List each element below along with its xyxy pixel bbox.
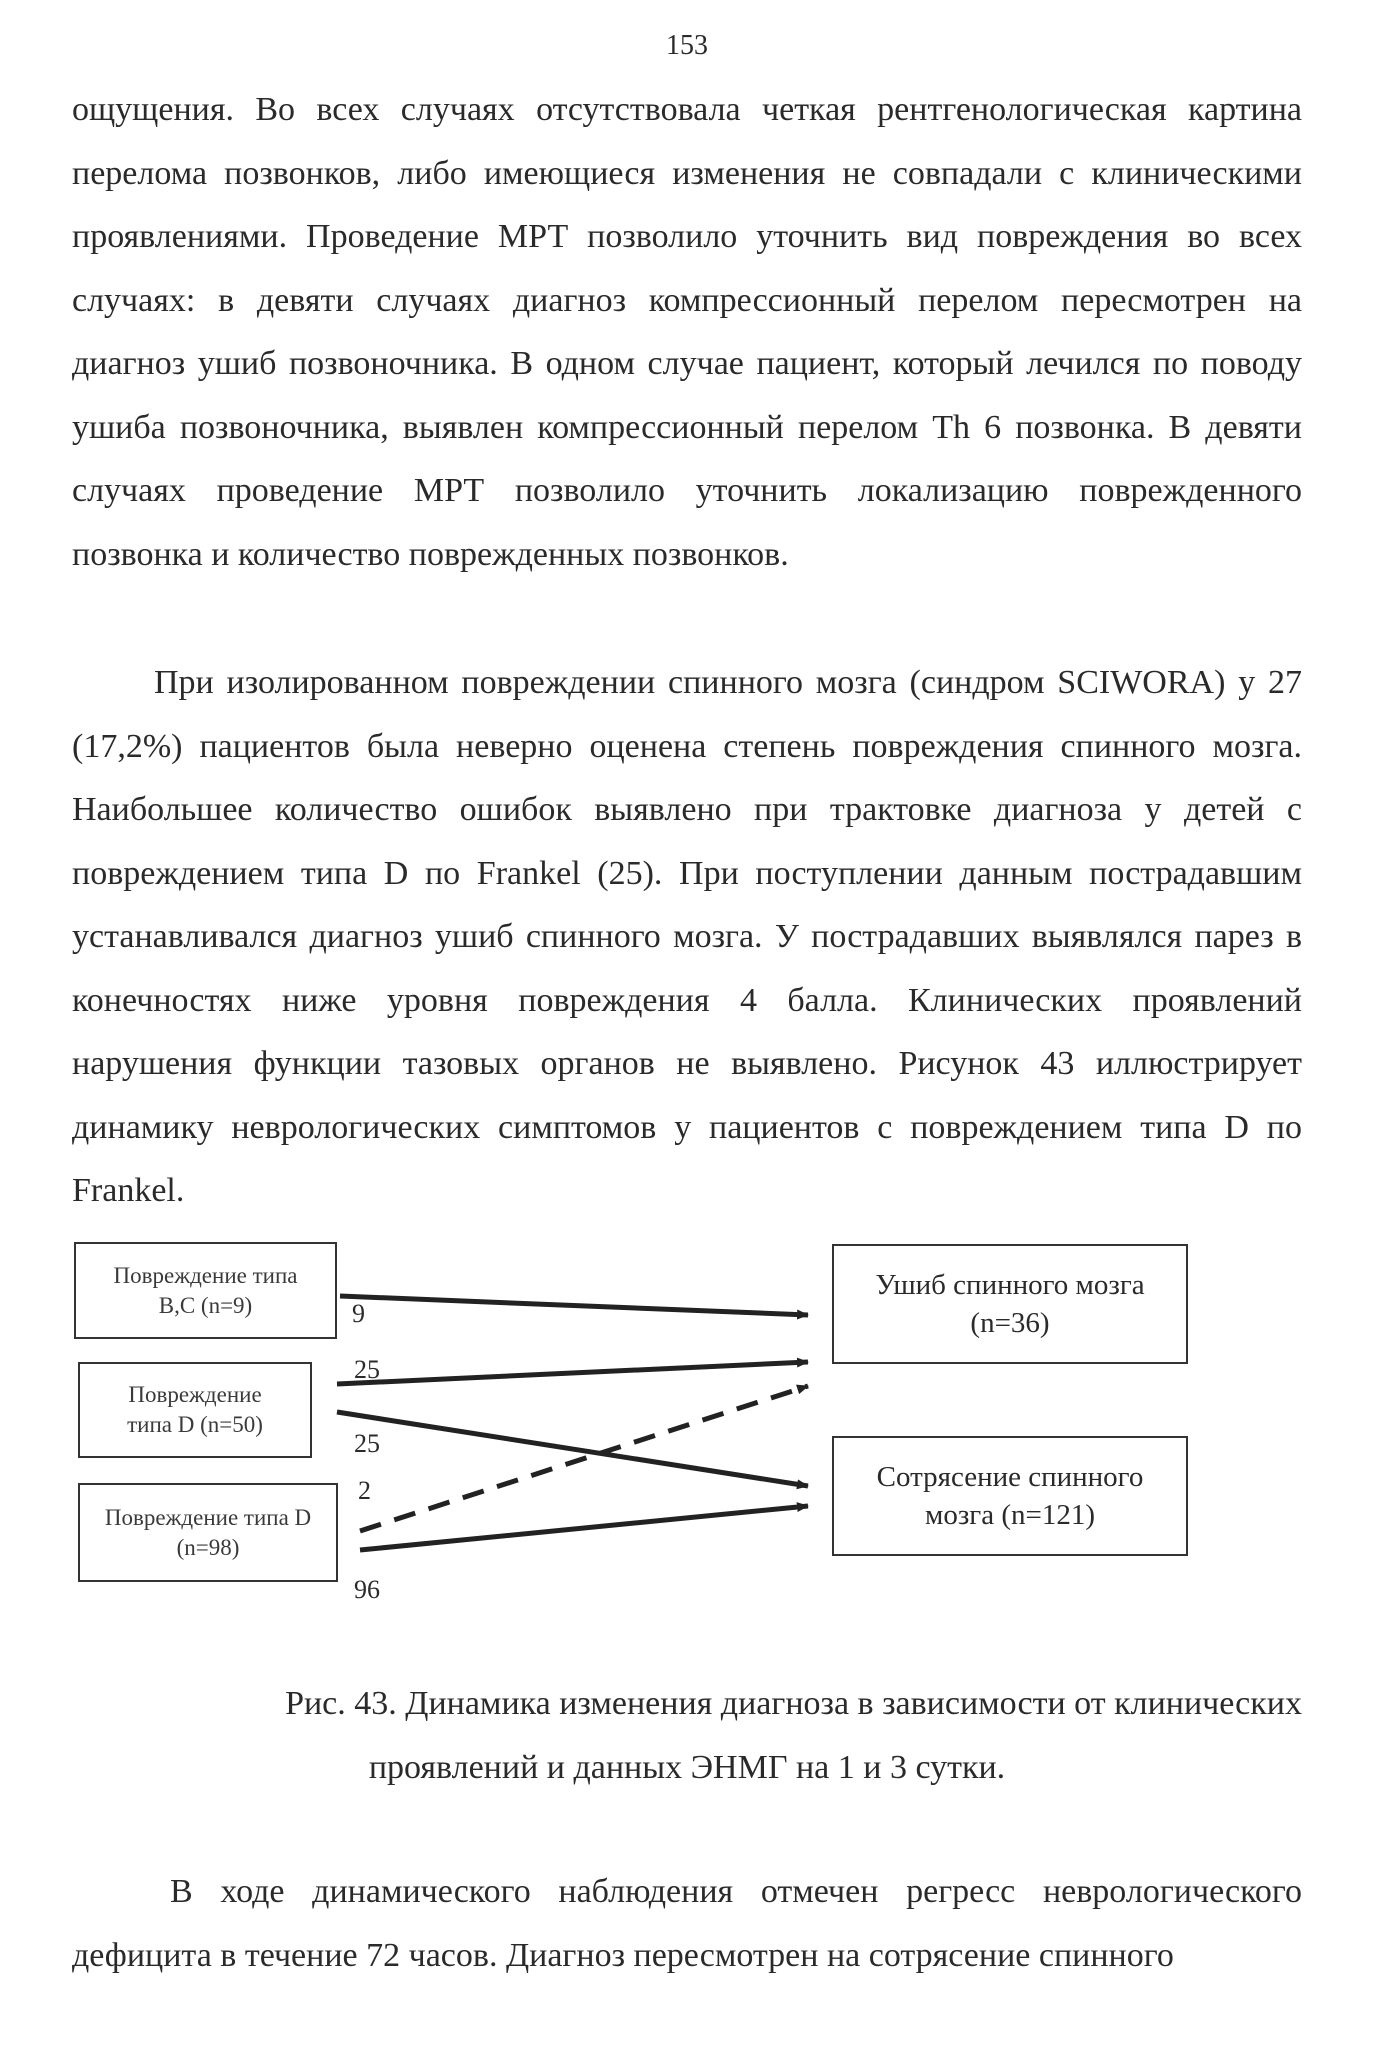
source-box-type-d-98 — [78, 1483, 338, 1582]
paragraph-3: В ходе динамического наблюдения отмечен регресс неврологического дефицита в течение 72 часов. Диагноз пересмотрен на сотрясение спинного — [72, 1873, 1302, 1974]
paragraph-2: При изолированном повреждении спинного мозга (синдром SCIWORA) у 27 (17,2%) пациентов была неверно оценена степень повреждения спинного мозга. Наибольшее количество ошибок выявлено при трактовке диагноза у детей с повреждением типа D по Frankel (25). При поступлении данным пострадавшим устанавливался диагноз ушиб спинного мозга. У пострадавших выявлялся парез в конечностях ниже уровня повреждения 4 балла. Клинических проявлений нарушения функции тазовых органов не выявлено. Рисунок 43 иллюстрирует динамику неврологических симптомов у пациентов с повреждением типа D по Frankel. — [72, 664, 1302, 1209]
flow-arrow-d50-to-contusion — [337, 1362, 808, 1384]
flow-arrow-bc-to-contusion — [340, 1296, 808, 1315]
figure-caption-line-2: проявлений и данных ЭНМГ на 1 и 3 сутки. — [368, 1749, 1006, 1786]
target-box-concussion — [832, 1436, 1188, 1556]
flow-count-d98-concussion: 96 — [354, 1575, 380, 1604]
target-box-label: Сотрясение спинного мозга (n=121) — [876, 1461, 1144, 1531]
source-box-type-bc — [74, 1242, 337, 1339]
source-box-label: Повреждение типа D (n=98) — [104, 1504, 312, 1560]
flow-count-d50-concussion: 25 — [354, 1429, 380, 1458]
flow-arrow-d50-to-concussion — [337, 1412, 808, 1486]
figure-caption-line-1: Рис. 43. Динамика изменения диагноза в зависимости от клинических — [285, 1685, 1302, 1722]
source-box-label: Повреждение типа B,C (n=9) — [113, 1262, 298, 1318]
target-box-contusion — [832, 1244, 1188, 1364]
flow-arrow-d98-to-contusion — [360, 1386, 808, 1531]
flow-count-bc-contusion: 9 — [352, 1299, 365, 1328]
source-box-label: Повреждение типа D (n=50) — [127, 1382, 263, 1437]
flow-count-d50-contusion: 25 — [354, 1355, 380, 1384]
target-box-label: Ушиб спинного мозга (n=36) — [875, 1269, 1145, 1339]
page-number: 153 — [666, 30, 708, 61]
flow-count-d98-contusion: 2 — [358, 1476, 371, 1505]
paragraph-1: ощущения. Во всех случаях отсутствовала четкая рентгенологическая картина перелома позвонков, либо имеющиеся изменения не совпадали с клиническими проявлениями. Проведение МРТ позволило уточнить вид повреждения во всех случаях: в девяти случаях диагноз компрессионный перелом пересмотрен на диагноз ушиб позвоночника. В одном случае пациент, который лечился по поводу ушиба позвоночника, выявлен компрессионный перелом Th 6 позвонка. В девяти случаях проведение МРТ позволило уточнить локализацию поврежденного позвонка и количество поврежденных позвонков. — [72, 91, 1302, 573]
source-box-type-d-50 — [78, 1362, 312, 1458]
flow-arrow-d98-to-concussion — [360, 1506, 808, 1550]
